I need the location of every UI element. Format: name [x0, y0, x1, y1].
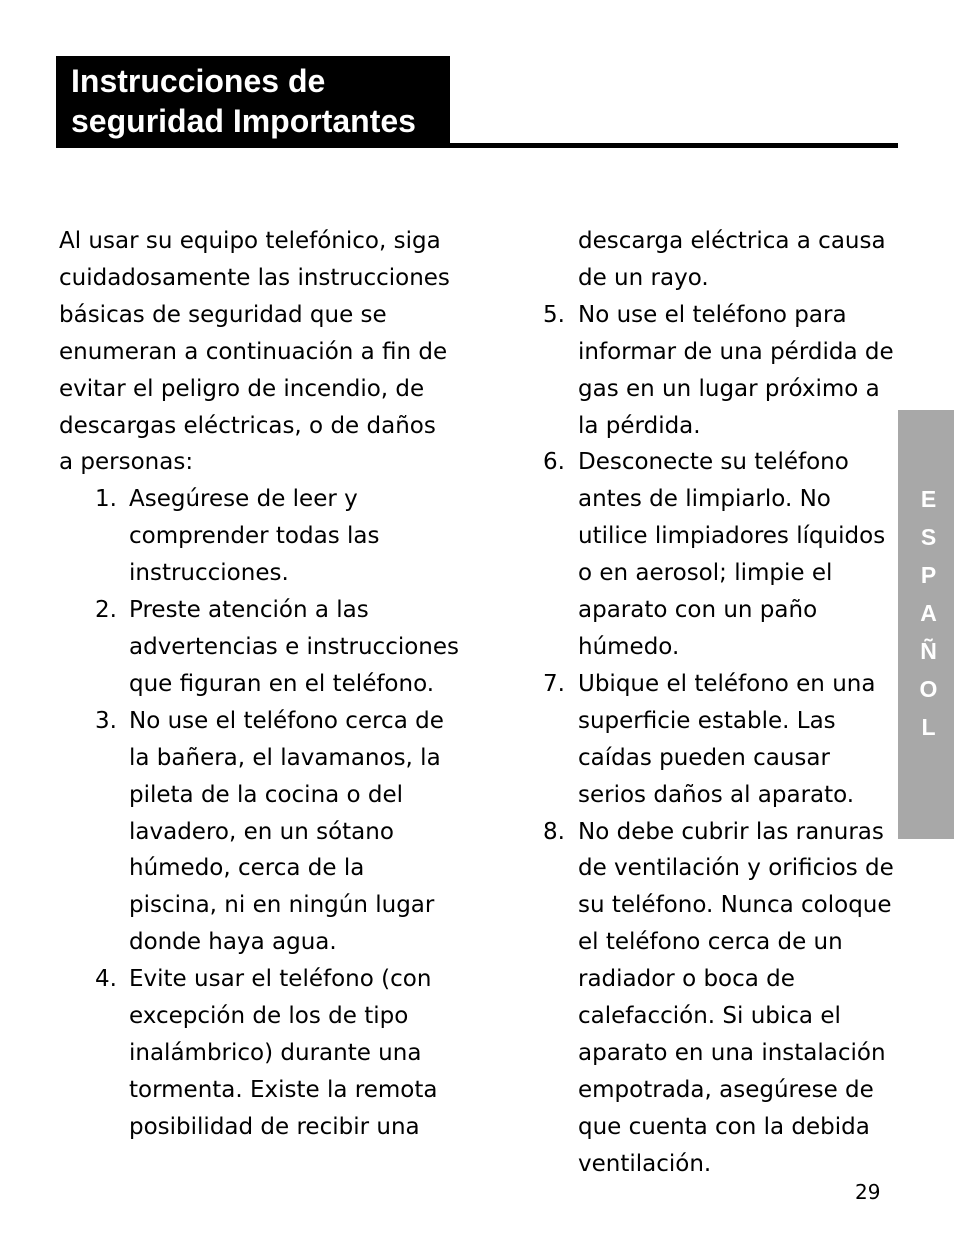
list-item-5	[543, 297, 903, 445]
item-line: posibilidad de recibir una	[129, 1113, 420, 1140]
item-number: 7.	[543, 670, 565, 697]
title-line-1: Instrucciones de	[71, 63, 326, 99]
language-side-tab	[898, 410, 954, 839]
item-line: de un rayo.	[578, 264, 709, 291]
list-item-3	[59, 703, 449, 961]
item-line: piscina, ni en ningún lugar	[129, 892, 435, 919]
item-number: 3.	[95, 707, 117, 734]
item-line: calefacción. Si ubica el	[578, 1003, 841, 1030]
item-line: ventilación.	[578, 1150, 712, 1177]
list-item-8	[543, 814, 903, 1183]
item-number: 5.	[543, 301, 565, 328]
item-number: 6.	[543, 449, 565, 476]
item-line: informar de una pérdida de	[578, 338, 894, 365]
item-line: inalámbrico) durante una	[129, 1039, 422, 1066]
item-line: el teléfono cerca de un	[578, 929, 843, 956]
item-line: caídas pueden causar	[578, 744, 830, 771]
item-line: pileta de la cocina o del	[129, 781, 404, 808]
item-line: No use el teléfono para	[578, 301, 847, 328]
intro-line: enumeran a continuación a fin de	[59, 338, 448, 365]
item-line: instrucciones.	[129, 560, 289, 587]
item-line: radiador o boca de	[578, 966, 795, 993]
item-line: Evite usar el teléfono (con	[129, 966, 432, 993]
item-line: antes de limpiarlo. No	[578, 486, 831, 513]
item-number: 1.	[95, 486, 117, 513]
left-column	[59, 223, 460, 1146]
list-item-1	[59, 481, 449, 592]
item-line: que cuenta con la debida	[578, 1113, 870, 1140]
item-line: No debe cubrir las ranuras	[578, 818, 884, 845]
list-item-6	[543, 444, 903, 665]
item-line: descarga eléctrica a causa	[578, 228, 886, 254]
item-line: tormenta. Existe la remota	[129, 1076, 438, 1103]
item-number: 8.	[543, 818, 565, 845]
side-tab-letter: A	[920, 600, 937, 626]
title-underline-rule	[56, 143, 898, 148]
item-line: húmedo, cerca de la	[129, 855, 365, 882]
item-line: su teléfono. Nunca coloque	[578, 892, 892, 919]
side-tab-letter: S	[920, 524, 937, 550]
item-line: húmedo.	[578, 633, 680, 660]
item-line: la pérdida.	[578, 412, 701, 439]
item-line: que figuran en el teléfono.	[129, 670, 435, 697]
item-line: Desconecte su teléfono	[578, 449, 849, 476]
item-line: advertencias e instrucciones	[129, 633, 460, 660]
item-line: aparato en una instalación	[578, 1039, 886, 1066]
item-line: Ubique el teléfono en una	[578, 670, 876, 697]
intro-line: evitar el peligro de incendio, de	[59, 375, 425, 402]
intro-line: cuidadosamente las instrucciones	[59, 264, 450, 291]
item-line: empotrada, asegúrese de	[578, 1076, 874, 1103]
page-title	[56, 56, 450, 148]
item-line: Preste atención a las	[129, 597, 369, 624]
item-line: comprender todas las	[129, 523, 380, 550]
item-line: donde haya agua.	[129, 929, 337, 956]
intro-line: Al usar su equipo telefónico, siga	[59, 228, 441, 254]
item-line: o en aerosol; limpie el	[578, 560, 833, 587]
intro-line: a personas:	[59, 449, 194, 476]
item-number: 4.	[95, 966, 117, 993]
item-number: 2.	[95, 597, 117, 624]
item-line: No use el teléfono cerca de	[129, 707, 444, 734]
intro-paragraph	[59, 223, 449, 481]
side-tab-letter: E	[920, 486, 937, 512]
list-item-2	[59, 592, 460, 703]
title-line-2: seguridad Importantes	[71, 103, 416, 139]
intro-line: descargas eléctricas, o de daños	[59, 412, 436, 439]
item-line: lavadero, en un sótano	[129, 818, 394, 845]
page-number: 29	[855, 1180, 881, 1204]
list-item-4	[59, 961, 449, 1146]
side-tab-letter: O	[919, 676, 938, 702]
item-line: utilice limpiadores líquidos	[578, 523, 886, 550]
item-line: de ventilación y orificios de	[578, 855, 894, 882]
list-item-4-continued	[543, 223, 903, 297]
item-line: Asegúrese de leer y	[129, 486, 358, 513]
item-line: excepción de los de tipo	[129, 1003, 409, 1030]
item-line: aparato con un paño	[578, 597, 818, 624]
item-line: superficie estable. Las	[578, 707, 836, 734]
side-tab-letter: Ñ	[920, 638, 937, 664]
item-line: serios daños al aparato.	[578, 781, 855, 808]
intro-line: básicas de seguridad que se	[59, 301, 387, 328]
side-tab-letter: P	[920, 562, 937, 588]
right-column	[543, 223, 903, 1183]
side-tab-letter: L	[921, 714, 936, 740]
item-line: la bañera, el lavamanos, la	[129, 744, 441, 771]
list-item-7	[543, 666, 903, 814]
item-line: gas en un lugar próximo a	[578, 375, 880, 402]
